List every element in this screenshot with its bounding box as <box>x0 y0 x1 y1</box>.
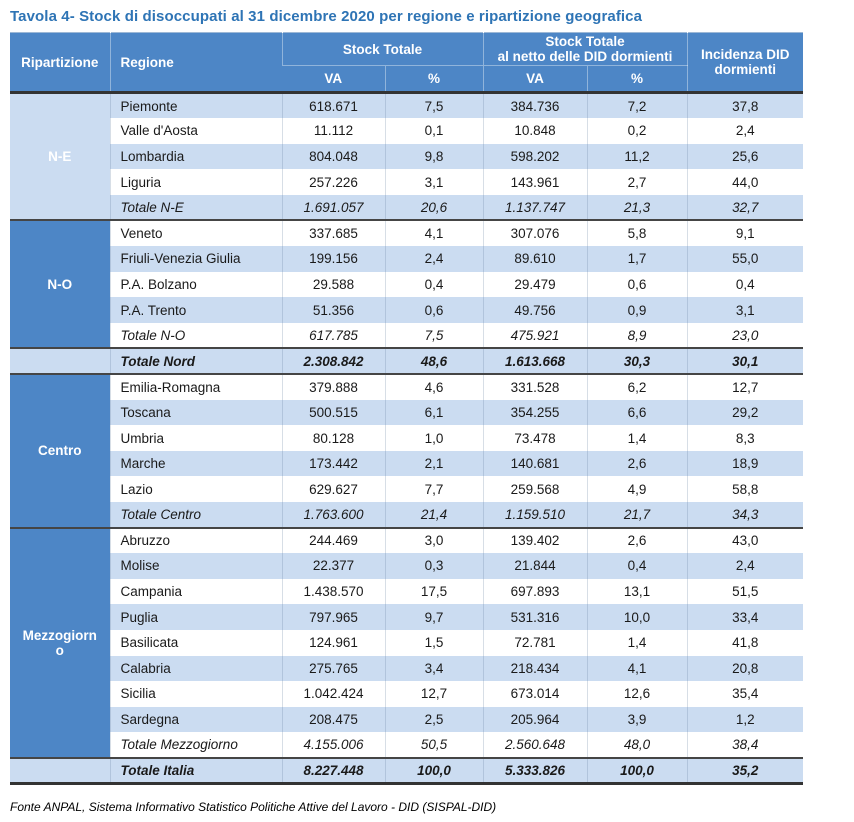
stock-pct-cell: 0,4 <box>385 272 483 298</box>
stock-pct-cell: 48,6 <box>385 348 483 374</box>
region-row <box>10 297 803 323</box>
incidenza-cell: 12,7 <box>687 374 803 400</box>
incidenza-cell: 51,5 <box>687 579 803 605</box>
incidenza-cell: 8,3 <box>687 425 803 451</box>
net-va-cell: 354.255 <box>483 400 587 426</box>
region-row <box>10 118 803 144</box>
stock-va-cell: 173.442 <box>282 451 385 477</box>
region-row <box>10 144 803 170</box>
col-header-incidenza-line2: dormienti <box>714 62 776 77</box>
stock-pct-cell: 2,1 <box>385 451 483 477</box>
region-row <box>10 707 803 733</box>
region-row <box>10 553 803 579</box>
col-header-net-va: VA <box>483 66 587 93</box>
net-va-cell: 89.610 <box>483 246 587 272</box>
net-va-cell: 143.961 <box>483 169 587 195</box>
stock-pct-cell: 1,0 <box>385 425 483 451</box>
net-pct-cell: 10,0 <box>587 604 687 630</box>
net-va-cell: 205.964 <box>483 707 587 733</box>
region-row <box>10 656 803 682</box>
ripartizione-cell: N-O <box>10 220 110 348</box>
region-cell: Totale N-O <box>110 323 282 349</box>
incidenza-cell: 25,6 <box>687 144 803 170</box>
net-pct-cell: 21,3 <box>587 195 687 221</box>
region-row <box>10 681 803 707</box>
incidenza-cell: 35,4 <box>687 681 803 707</box>
region-row <box>10 476 803 502</box>
col-header-incidenza <box>687 33 803 93</box>
stock-va-cell: 617.785 <box>282 323 385 349</box>
incidenza-cell: 37,8 <box>687 93 803 119</box>
incidenza-cell: 33,4 <box>687 604 803 630</box>
col-header-incidenza-line1: Incidenza DID <box>700 47 790 62</box>
incidenza-cell: 3,1 <box>687 297 803 323</box>
stock-va-cell: 1.763.600 <box>282 502 385 528</box>
stock-pct-cell: 20,6 <box>385 195 483 221</box>
net-pct-cell: 1,7 <box>587 246 687 272</box>
region-row <box>10 579 803 605</box>
incidenza-cell: 32,7 <box>687 195 803 221</box>
stock-va-cell: 500.515 <box>282 400 385 426</box>
region-cell: Lombardia <box>110 144 282 170</box>
region-cell: P.A. Bolzano <box>110 272 282 298</box>
net-va-cell: 673.014 <box>483 681 587 707</box>
net-pct-cell: 11,2 <box>587 144 687 170</box>
incidenza-cell: 38,4 <box>687 732 803 758</box>
region-cell: Totale Mezzogiorno <box>110 732 282 758</box>
col-header-regione: Regione <box>110 33 282 93</box>
region-cell: Liguria <box>110 169 282 195</box>
region-cell: Puglia <box>110 604 282 630</box>
stock-va-cell: 199.156 <box>282 246 385 272</box>
net-va-cell: 49.756 <box>483 297 587 323</box>
stock-va-cell: 379.888 <box>282 374 385 400</box>
region-cell: Totale Centro <box>110 502 282 528</box>
region-cell: Campania <box>110 579 282 605</box>
region-cell: Friuli-Venezia Giulia <box>110 246 282 272</box>
stock-pct-cell: 0,3 <box>385 553 483 579</box>
grand-total-row <box>10 758 803 784</box>
stock-va-cell: 629.627 <box>282 476 385 502</box>
net-pct-cell: 1,4 <box>587 425 687 451</box>
incidenza-cell: 2,4 <box>687 118 803 144</box>
incidenza-cell: 1,2 <box>687 707 803 733</box>
ripartizione-cell <box>10 348 110 374</box>
net-pct-cell: 13,1 <box>587 579 687 605</box>
region-row <box>10 169 803 195</box>
region-cell: Sicilia <box>110 681 282 707</box>
region-row <box>10 400 803 426</box>
table-header <box>10 33 803 93</box>
group-total-row <box>10 732 803 758</box>
stock-va-cell: 208.475 <box>282 707 385 733</box>
incidenza-cell: 55,0 <box>687 246 803 272</box>
region-row <box>10 604 803 630</box>
stock-pct-cell: 1,5 <box>385 630 483 656</box>
region-row <box>10 425 803 451</box>
col-header-net-pct: % <box>587 66 687 93</box>
region-cell: P.A. Trento <box>110 297 282 323</box>
incidenza-cell: 29,2 <box>687 400 803 426</box>
incidenza-cell: 9,1 <box>687 220 803 246</box>
stock-va-cell: 1.042.424 <box>282 681 385 707</box>
region-cell: Sardegna <box>110 707 282 733</box>
net-va-cell: 10.848 <box>483 118 587 144</box>
net-va-cell: 139.402 <box>483 528 587 554</box>
stock-pct-cell: 7,5 <box>385 323 483 349</box>
stock-pct-cell: 3,1 <box>385 169 483 195</box>
stock-va-cell: 275.765 <box>282 656 385 682</box>
region-row <box>10 246 803 272</box>
stock-pct-cell: 3,0 <box>385 528 483 554</box>
net-pct-cell: 2,6 <box>587 528 687 554</box>
region-cell: Umbria <box>110 425 282 451</box>
stock-pct-cell: 2,4 <box>385 246 483 272</box>
net-va-cell: 72.781 <box>483 630 587 656</box>
net-pct-cell: 12,6 <box>587 681 687 707</box>
net-va-cell: 1.137.747 <box>483 195 587 221</box>
net-va-cell: 29.479 <box>483 272 587 298</box>
stock-pct-cell: 9,7 <box>385 604 483 630</box>
stock-pct-cell: 21,4 <box>385 502 483 528</box>
region-cell: Toscana <box>110 400 282 426</box>
incidenza-cell: 58,8 <box>687 476 803 502</box>
stock-pct-cell: 7,7 <box>385 476 483 502</box>
stock-pct-cell: 12,7 <box>385 681 483 707</box>
stock-pct-cell: 4,1 <box>385 220 483 246</box>
stock-va-cell: 797.965 <box>282 604 385 630</box>
stock-pct-cell: 4,6 <box>385 374 483 400</box>
col-header-stock-netto-line1: Stock Totale <box>545 34 625 49</box>
net-pct-cell: 100,0 <box>587 758 687 784</box>
col-header-stock-va: VA <box>282 66 385 93</box>
col-header-stock-pct: % <box>385 66 483 93</box>
col-header-stock-netto <box>483 33 687 66</box>
net-pct-cell: 30,3 <box>587 348 687 374</box>
stock-pct-cell: 7,5 <box>385 93 483 119</box>
stock-va-cell: 51.356 <box>282 297 385 323</box>
net-pct-cell: 48,0 <box>587 732 687 758</box>
region-row <box>10 451 803 477</box>
ripartizione-cell: Centro <box>10 374 110 528</box>
net-va-cell: 1.613.668 <box>483 348 587 374</box>
net-pct-cell: 2,7 <box>587 169 687 195</box>
stock-pct-cell: 0,1 <box>385 118 483 144</box>
net-pct-cell: 2,6 <box>587 451 687 477</box>
stock-va-cell: 22.377 <box>282 553 385 579</box>
region-cell: Lazio <box>110 476 282 502</box>
incidenza-cell: 2,4 <box>687 553 803 579</box>
net-va-cell: 21.844 <box>483 553 587 579</box>
stock-pct-cell: 3,4 <box>385 656 483 682</box>
net-va-cell: 218.434 <box>483 656 587 682</box>
region-cell: Basilicata <box>110 630 282 656</box>
net-va-cell: 598.202 <box>483 144 587 170</box>
stock-va-cell: 244.469 <box>282 528 385 554</box>
table-title: Tavola 4- Stock di disoccupati al 31 dicembre 2020 per regione e ripartizione geografica <box>10 8 643 25</box>
table-body <box>10 93 803 784</box>
stock-pct-cell: 100,0 <box>385 758 483 784</box>
grand-total-row <box>10 348 803 374</box>
region-cell: Marche <box>110 451 282 477</box>
incidenza-cell: 41,8 <box>687 630 803 656</box>
net-pct-cell: 0,6 <box>587 272 687 298</box>
net-va-cell: 259.568 <box>483 476 587 502</box>
group-total-row <box>10 195 803 221</box>
net-va-cell: 531.316 <box>483 604 587 630</box>
incidenza-cell: 34,3 <box>687 502 803 528</box>
stock-pct-cell: 17,5 <box>385 579 483 605</box>
stock-va-cell: 124.961 <box>282 630 385 656</box>
net-pct-cell: 0,2 <box>587 118 687 144</box>
net-va-cell: 2.560.648 <box>483 732 587 758</box>
region-cell: Totale N-E <box>110 195 282 221</box>
col-header-ripartizione: Ripartizione <box>10 33 110 93</box>
net-pct-cell: 0,9 <box>587 297 687 323</box>
header-row-1 <box>10 33 803 66</box>
region-row <box>10 272 803 298</box>
incidenza-cell: 44,0 <box>687 169 803 195</box>
net-va-cell: 331.528 <box>483 374 587 400</box>
ripartizione-cell <box>10 758 110 784</box>
stock-pct-cell: 0,6 <box>385 297 483 323</box>
region-cell: Totale Italia <box>110 758 282 784</box>
net-pct-cell: 8,9 <box>587 323 687 349</box>
stock-pct-cell: 2,5 <box>385 707 483 733</box>
incidenza-cell: 18,9 <box>687 451 803 477</box>
stock-va-cell: 8.227.448 <box>282 758 385 784</box>
stock-pct-cell: 50,5 <box>385 732 483 758</box>
stock-va-cell: 80.128 <box>282 425 385 451</box>
group-total-row <box>10 323 803 349</box>
incidenza-cell: 0,4 <box>687 272 803 298</box>
stock-va-cell: 257.226 <box>282 169 385 195</box>
net-pct-cell: 6,6 <box>587 400 687 426</box>
stock-va-cell: 2.308.842 <box>282 348 385 374</box>
region-cell: Valle d'Aosta <box>110 118 282 144</box>
net-va-cell: 307.076 <box>483 220 587 246</box>
net-pct-cell: 3,9 <box>587 707 687 733</box>
stock-va-cell: 618.671 <box>282 93 385 119</box>
net-va-cell: 1.159.510 <box>483 502 587 528</box>
net-va-cell: 140.681 <box>483 451 587 477</box>
net-pct-cell: 5,8 <box>587 220 687 246</box>
unemployment-stock-table <box>10 32 803 785</box>
region-cell: Emilia-Romagna <box>110 374 282 400</box>
col-header-stock-totale: Stock Totale <box>282 33 483 66</box>
net-va-cell: 697.893 <box>483 579 587 605</box>
group-total-row <box>10 502 803 528</box>
incidenza-cell: 20,8 <box>687 656 803 682</box>
stock-va-cell: 804.048 <box>282 144 385 170</box>
incidenza-cell: 23,0 <box>687 323 803 349</box>
net-va-cell: 384.736 <box>483 93 587 119</box>
net-pct-cell: 0,4 <box>587 553 687 579</box>
region-row <box>10 374 803 400</box>
region-cell: Abruzzo <box>110 528 282 554</box>
incidenza-cell: 30,1 <box>687 348 803 374</box>
net-pct-cell: 6,2 <box>587 374 687 400</box>
incidenza-cell: 35,2 <box>687 758 803 784</box>
region-cell: Veneto <box>110 220 282 246</box>
stock-va-cell: 4.155.006 <box>282 732 385 758</box>
region-cell: Piemonte <box>110 93 282 119</box>
net-pct-cell: 21,7 <box>587 502 687 528</box>
region-row <box>10 220 803 246</box>
region-cell: Totale Nord <box>110 348 282 374</box>
col-header-stock-netto-line2: al netto delle DID dormienti <box>497 49 673 64</box>
stock-va-cell: 1.438.570 <box>282 579 385 605</box>
incidenza-cell: 43,0 <box>687 528 803 554</box>
net-va-cell: 5.333.826 <box>483 758 587 784</box>
net-pct-cell: 7,2 <box>587 93 687 119</box>
stock-va-cell: 11.112 <box>282 118 385 144</box>
region-row <box>10 528 803 554</box>
stock-va-cell: 1.691.057 <box>282 195 385 221</box>
net-pct-cell: 1,4 <box>587 630 687 656</box>
stock-pct-cell: 6,1 <box>385 400 483 426</box>
net-pct-cell: 4,9 <box>587 476 687 502</box>
region-row <box>10 93 803 119</box>
net-va-cell: 475.921 <box>483 323 587 349</box>
region-cell: Molise <box>110 553 282 579</box>
net-pct-cell: 4,1 <box>587 656 687 682</box>
net-va-cell: 73.478 <box>483 425 587 451</box>
region-row <box>10 630 803 656</box>
region-cell: Calabria <box>110 656 282 682</box>
ripartizione-cell: Mezzogiorno <box>10 528 110 758</box>
source-note: Fonte ANPAL, Sistema Informativo Statistico Politiche Attive del Lavoro - DID (SISPAL-DID) <box>10 800 497 815</box>
stock-va-cell: 337.685 <box>282 220 385 246</box>
ripartizione-cell: N-E <box>10 93 110 221</box>
stock-va-cell: 29.588 <box>282 272 385 298</box>
stock-pct-cell: 9,8 <box>385 144 483 170</box>
